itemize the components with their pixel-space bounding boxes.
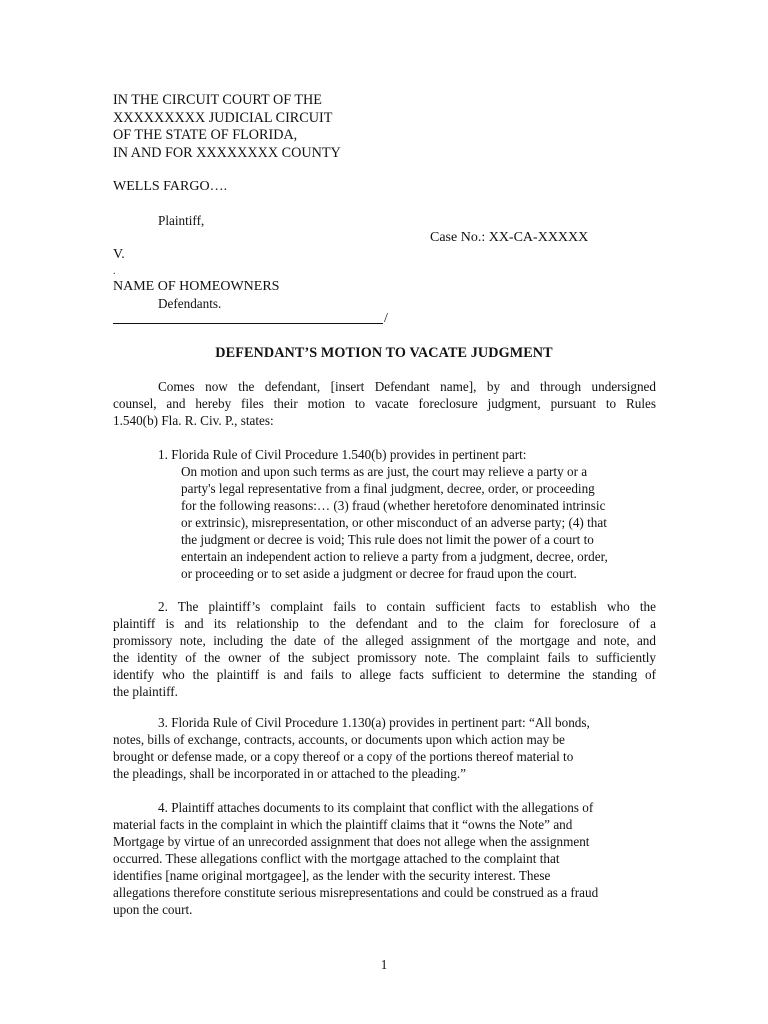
defendant-name: NAME OF HOMEOWNERS	[113, 279, 280, 294]
paragraph-4	[113, 799, 643, 918]
intro-line: counsel, and hereby files their motion to vacate foreclosure judgment, pursuant to Rules	[113, 396, 656, 411]
intro-line: 1.540(b) Fla. R. Civ. P., states:	[113, 413, 274, 428]
court-line: IN AND FOR XXXXXXXX COUNTY	[113, 144, 341, 161]
rule-1540-quote	[181, 463, 643, 582]
paragraph-line: identifies [name original mortgagee], as the lender with the security interest. These	[113, 868, 551, 883]
plaintiff-name: WELLS FARGO….	[113, 179, 228, 194]
paragraph-line: identify who the plaintiff is and fails to allege facts sufficient to determine the standing of	[113, 667, 656, 682]
caption-divider	[113, 323, 383, 324]
paragraph-line: notes, bills of exchange, contracts, accounts, or documents upon which action may be	[113, 732, 565, 747]
court-caption	[113, 92, 341, 162]
paragraph-1-heading: 1. Florida Rule of Civil Procedure 1.540(b) provides in pertinent part:	[158, 447, 527, 462]
court-line: IN THE CIRCUIT COURT OF THE	[113, 92, 322, 108]
paragraph-3	[113, 714, 633, 782]
paragraph-line: allegations therefore constitute serious misrepresentations and could be construed as a fraud	[113, 885, 599, 900]
quote-line: party's legal representative from a final judgment, decree, order, or proceeding	[181, 481, 595, 496]
caption-dot: .	[113, 266, 116, 277]
court-line: OF THE STATE OF FLORIDA,	[113, 127, 298, 143]
quote-line: or proceeding or to set aside a judgment or decree for fraud upon the court.	[181, 566, 577, 581]
paragraph-line: the identity of the owner of the subject promissory note. The complaint fails to sufficiently	[113, 650, 656, 665]
paragraph-2	[113, 598, 656, 700]
paragraph-line: Mortgage by virtue of an unrecorded assignment that does not allege when the assignment	[113, 834, 590, 849]
quote-line: the judgment or decree is void; This rule does not limit the power of a court to	[181, 532, 594, 547]
case-number: Case No.: XX-CA-XXXXX	[430, 230, 589, 245]
paragraph-line: promissory note, including the date of the alleged assignment of the mortgage and note, and	[113, 633, 656, 648]
intro-paragraph	[113, 378, 656, 429]
paragraph-line: plaintiff is and its relationship to the defendant and to the claim for foreclosure of a	[113, 616, 656, 631]
quote-line: entertain an independent action to relieve a party from a judgment, decree, order,	[181, 549, 608, 564]
caption-slash: /	[384, 311, 388, 326]
paragraph-line: the pleadings, shall be incorporated in or attached to the pleading.”	[113, 766, 467, 781]
motion-title: DEFENDANT’S MOTION TO VACATE JUDGMENT	[215, 345, 553, 361]
paragraph-line: occurred. These allegations conflict with the mortgage attached to the complaint that	[113, 851, 560, 866]
paragraph-line: brought or defense made, or a copy thereof or a copy of the portions thereof material to	[113, 749, 574, 764]
paragraph-line: 3. Florida Rule of Civil Procedure 1.130(a) provides in pertinent part: “All bonds,	[158, 715, 590, 730]
paragraph-line: material facts in the complaint in which the plaintiff claims that it “owns the Note” and	[113, 817, 573, 832]
quote-line: for the following reasons:… (3) fraud (whether heretofore denominated intrinsic	[181, 498, 606, 513]
quote-line: On motion and upon such terms as are just, the court may relieve a party or a	[181, 464, 588, 479]
paragraph-line: 2. The plaintiff’s complaint fails to contain sufficient facts to establish who the	[158, 599, 656, 614]
paragraph-line: the plaintiff.	[113, 684, 178, 699]
defendant-role: Defendants.	[158, 296, 222, 311]
versus-label: V.	[113, 247, 125, 262]
intro-line: Comes now the defendant, [insert Defendant name], by and through undersigned	[158, 379, 656, 394]
quote-line: or extrinsic), misrepresentation, or other misconduct of an adverse party; (4) that	[181, 515, 607, 530]
plaintiff-role: Plaintiff,	[158, 213, 205, 228]
paragraph-line: 4. Plaintiff attaches documents to its complaint that conflict with the allegations of	[158, 800, 594, 815]
paragraph-line: upon the court.	[113, 902, 193, 917]
page-number: 1	[380, 957, 388, 972]
court-line: XXXXXXXXX JUDICIAL CIRCUIT	[113, 109, 333, 126]
